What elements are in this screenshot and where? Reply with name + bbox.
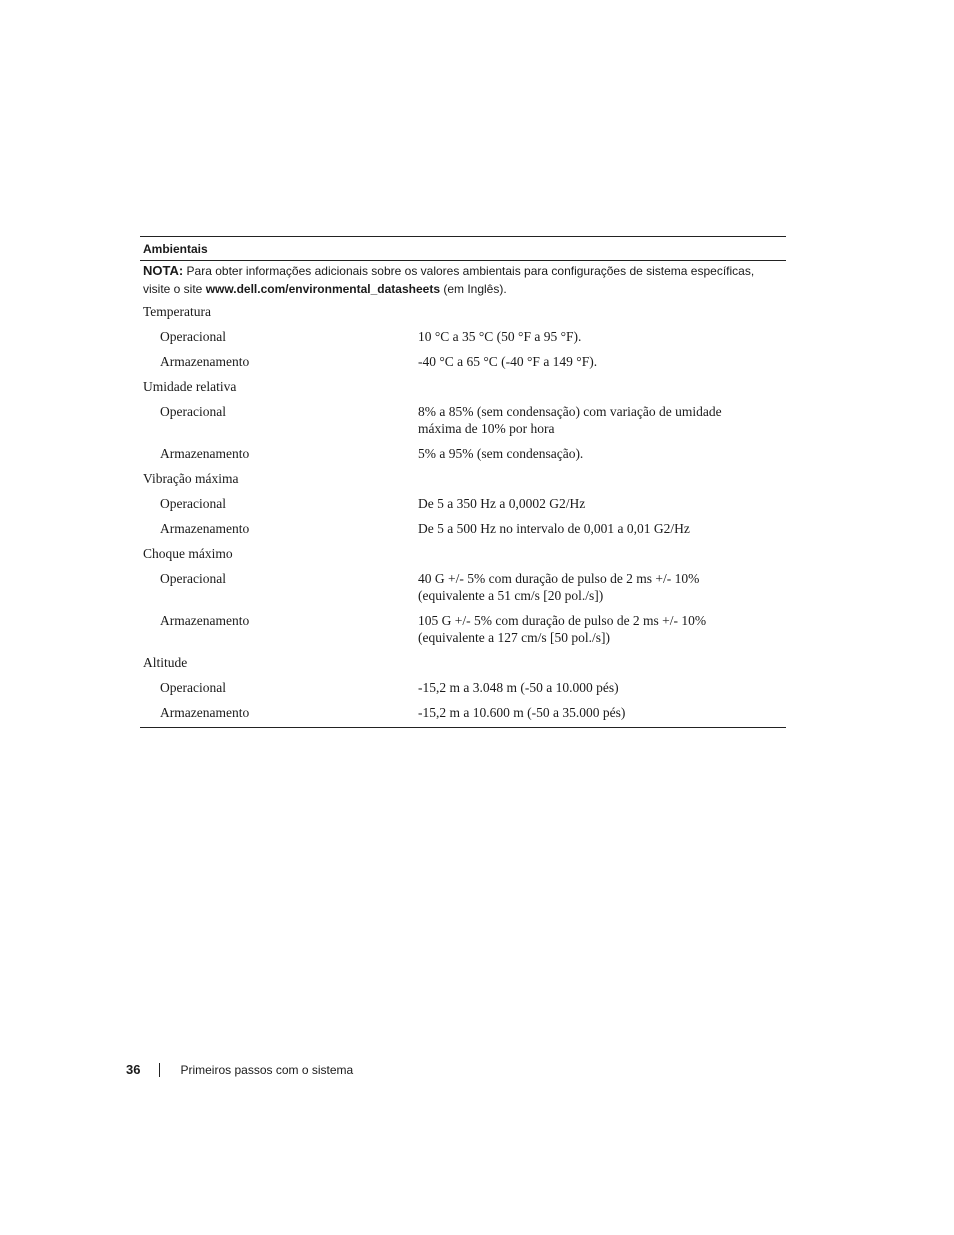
spec-label: Operacional bbox=[160, 571, 226, 586]
section-title: Vibração máxima bbox=[143, 471, 239, 486]
spec-row bbox=[140, 675, 786, 700]
spec-label: Armazenamento bbox=[160, 521, 250, 536]
section-title: Temperatura bbox=[143, 304, 212, 319]
environmental-spec-table bbox=[140, 236, 786, 728]
note-text-after: (em Inglês). bbox=[440, 282, 507, 296]
note-block bbox=[140, 261, 786, 299]
spec-row bbox=[140, 441, 786, 466]
section-altitude bbox=[140, 650, 786, 725]
spec-value: De 5 a 350 Hz a 0,0002 G2/Hz bbox=[418, 496, 586, 511]
section-title: Choque máximo bbox=[143, 546, 233, 561]
spec-row bbox=[140, 399, 786, 441]
datasheet-site-link[interactable]: www.dell.com/environmental_datasheets bbox=[205, 282, 440, 296]
spec-label: Operacional bbox=[160, 329, 226, 344]
spec-value: 10 °C a 35 °C (50 °F a 95 °F). bbox=[418, 329, 582, 344]
spec-row bbox=[140, 491, 786, 516]
spec-label: Armazenamento bbox=[160, 446, 250, 461]
section-title: Altitude bbox=[143, 655, 188, 670]
section-umidade bbox=[140, 374, 786, 466]
spec-row bbox=[140, 349, 786, 374]
note-label: NOTA: bbox=[143, 263, 184, 278]
table-header: Ambientais bbox=[140, 237, 786, 261]
section-temperatura bbox=[140, 299, 786, 374]
spec-row bbox=[140, 324, 786, 349]
spec-label: Operacional bbox=[160, 496, 226, 511]
spec-value: De 5 a 500 Hz no intervalo de 0,001 a 0,01 G2/Hz bbox=[418, 521, 690, 536]
spec-row bbox=[140, 700, 786, 725]
spec-label: Armazenamento bbox=[160, 354, 250, 369]
spec-row bbox=[140, 608, 786, 650]
spec-value: 5% a 95% (sem condensação). bbox=[418, 446, 584, 461]
spec-row bbox=[140, 566, 786, 608]
spec-row bbox=[140, 516, 786, 541]
spec-label: Operacional bbox=[160, 404, 226, 419]
note-text-before: Para obter informações adicionais sobre os valores ambientais para configurações de sistema específicas, visite o site bbox=[143, 264, 755, 296]
spec-label: Armazenamento bbox=[160, 613, 250, 628]
spec-value: 40 G +/- 5% com duração de pulso de 2 ms +/- 10% (equivalente a 51 cm/s [20 pol./s]) bbox=[418, 571, 700, 603]
footer-title: Primeiros passos com o sistema bbox=[180, 1062, 354, 1077]
spec-value: -15,2 m a 3.048 m (-50 a 10.000 pés) bbox=[418, 680, 619, 695]
spec-value: 8% a 85% (sem condensação) com variação de umidade máxima de 10% por hora bbox=[418, 404, 722, 436]
spec-value: 105 G +/- 5% com duração de pulso de 2 ms +/- 10% (equivalente a 127 cm/s [50 pol./s]) bbox=[418, 613, 707, 645]
spec-value: -15,2 m a 10.600 m (-50 a 35.000 pés) bbox=[418, 705, 626, 720]
section-choque bbox=[140, 541, 786, 650]
table-bottom-rule bbox=[140, 727, 786, 728]
page-number: 36 bbox=[126, 1062, 141, 1077]
page-footer bbox=[126, 1062, 353, 1077]
spec-label: Operacional bbox=[160, 680, 226, 695]
section-title: Umidade relativa bbox=[143, 379, 237, 394]
spec-value: -40 °C a 65 °C (-40 °F a 149 °F). bbox=[418, 354, 598, 369]
spec-label: Armazenamento bbox=[160, 705, 250, 720]
footer-separator bbox=[159, 1063, 160, 1077]
section-vibracao bbox=[140, 466, 786, 541]
